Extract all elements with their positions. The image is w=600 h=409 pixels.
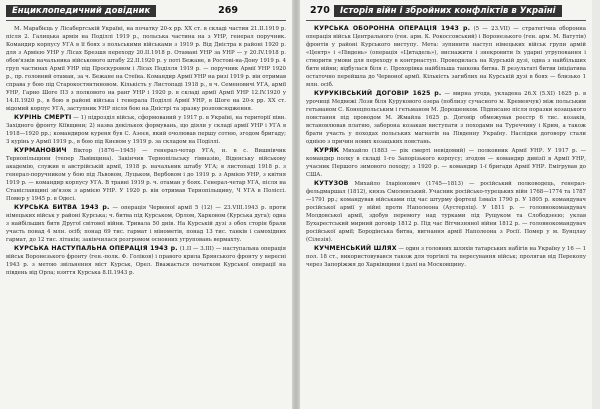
- entry-headword: КУТУЗОВ: [314, 179, 349, 187]
- left-page-text: [0, 21, 292, 277]
- right-page: [300, 0, 592, 409]
- right-page-header: [306, 5, 586, 21]
- entry-headword: КУЧМЕНСЬКИЙ ШЛЯХ: [314, 245, 397, 253]
- entry-body: Віктор (1876—1945) — генерал-чотар УГА, н. в с. Вишнівчик Тернопільщини (тепер Львівщина). Закінчив Тернопільську гімназію, Віденську військову академію, служив в австрійській армії, 1918 р. начальник штабу УГА; в листопаді 1918 р. з генерал-поручником у бою під Львовом, Луцьком, Вербовом і до 1919 р. з Армією УНР, з квітня 1919 р. — командир корпусу УГА. В травні 1919 р. ч. отаман у боях. Генерал-четар УГА, після на Станіславщині зв'язок з армією УНР. У 1920 р. він отримав Тернопільщину, Ч УГА в Поліссі. Помер у 1945 р. в Одесі.: [6, 147, 287, 203]
- entry-paragraph: [6, 114, 286, 146]
- left-page: [0, 0, 292, 409]
- entry-body: Михайло (1883 — рік смерті невідомий) — полковник Армії УНР. У 1917 р. — командир полку в складі 1-го Запорізького корпусу; згодом — командир дивізії в Армії УНР, учасник Першого зимового походу; з 1920 р. — командир 1-ї бригади Армії УНР. Емігрував до США.: [306, 147, 587, 179]
- entry-paragraph: [306, 180, 586, 245]
- entry-paragraph: [306, 25, 586, 90]
- entry-headword: КУРМАНОВИЧ: [14, 146, 67, 154]
- entry-paragraph: [6, 147, 286, 204]
- entry-headword: КУРЯК: [314, 146, 340, 154]
- right-running-title: Історія війн і збройних конфліктів в Україні: [334, 5, 562, 17]
- entry-headword: КУРСЬКА БИТВА 1943 р.: [14, 204, 110, 212]
- entry-headword: КУРСЬКА ОБОРОННА ОПЕРАЦІЯ 1943 р.: [314, 24, 471, 32]
- book-gutter: [292, 0, 300, 409]
- entry-paragraph: [6, 204, 286, 244]
- entry-headword: КУРСЬКА НАСТУПАЛЬНА ОПЕРАЦІЯ 1943 р.: [14, 245, 178, 253]
- entry-body: Михайло Іларіонович (1745—1813) — російський полководець, генерал-фельдмаршал (1812), князь Смоленський. Учасник російсько-турецьких війн 1768—1774 та 1787—1791 рр.; командував військами під час штурму фортеці Ізмаїл 1790 р. У 1805 р. командувач російської армії у війні проти Наполеона (Аустерліц). У 1811 р. — головнокомандувач Молдовської армії, здобув перемогу над турками під Рущуком та Слободзеєю; уклав Бухарестський мирний договір 1812 р. Під час Вітчизняної війни 1812 р. — головнокомандувач російської армії; Бородінська битва, вигнання армії Наполеона з Росії. Помер у м. Бунцлау (Сілезія).: [306, 180, 586, 244]
- entry-paragraph: [306, 147, 586, 179]
- left-page-number: 269: [218, 5, 238, 16]
- left-page-header: [6, 5, 286, 21]
- entry-body: — 1) підрозділ військ, сформований у 1917 р. в Україні, на території півн. Західного фронту Кіївщини; 2) назва декількох формувань, що діяли у складі армії УНР і УГА в 1918—1920 рр.; командиром куреня був С. Азеєв, який очолював першу сотню, згодом бригаду; З курінь у Армії 1919 р., в бою під Києвом у 1919 р. за складом на Поділлі.: [6, 115, 286, 146]
- entry-body: — мирна угода, укладена 26.X (5.XI) 1625 р. в урочищі Медвежі Лози біля Курукового озера (поблизу сучасного м. Кременчук) між польським гетьманом С. Конецпольським і гетьманом М. Дорошенком. Підписано після поразки козацького повстання під проводом М. Жмайла 1625 р. Договір обмежував реєстр 6 тис. козаків, встановлював платню, заборона козакам виступати з походами на Туреччину і Крим, а також брати участь у походах польських магнатів на Південну Україну. Наслідки договору стали однією з причин нових козацьких повстань.: [306, 90, 586, 146]
- left-running-title: Енциклопедичний довідник: [6, 5, 156, 17]
- entry-paragraph: [6, 245, 286, 277]
- entry-paragraph: [306, 90, 586, 147]
- entry-paragraph: [306, 245, 586, 269]
- entry-headword: КУРУКІВСЬКИЙ ДОГОВІР 1625 р.: [314, 89, 442, 97]
- entry-body: (5 — 23.VII) — стратегічна оборонна операція військ Центрального (ген. арм. К. Рокоссовський) і Воронезького (ген. арм. М. Ватутін) фронтів у районі Курського виступу. Мета: зупинити наступ німецьких військ групи армій «Центр» і «Південь» (операція «Цитадель»), виснажити і знекровити їх ударні угруповання і створити умови для переходу в контрнаступ. Проводилась на Курській дузі, одна з найбільших битв війни; відбулася біля с. Прохорівка найбільша танкова битва. В результаті битви ініціатива остаточно перейшла до Червоної армії. Кількість загиблих на Курській дузі в боях — близько 1 млн. осіб.: [306, 25, 587, 89]
- right-page-number: 270: [310, 5, 330, 16]
- entry-paragraph: [6, 25, 286, 114]
- entry-body: — операція Червоної армії 5 (12) — 23.VIII.1943 р. проти німецьких військ у районі Курська; ч. битва під Курськом, Орлом, Харковом (Курська дуга); одна з найбільших битв Другої світової війни. Тривала 50 днів. На Курській дузі з обох сторін брали участь понад 4 млн. осіб; понад 69 тис. гармат і мінометів, понад 13 тис. танків і самохідних гармат, до 12 тис. літаків; закінчилася розгромом основних угруповань вермахту.: [6, 205, 286, 244]
- entry-body: — один з головних шляхів татарських набігів на Україну у 16 — 1 пол. 18 ст., використовувався також для торгівлі та пересування військ; пролягав від Перекопу через Запоріжжя до Харківщини і далі на Московщину.: [306, 246, 587, 269]
- right-page-text: [300, 21, 592, 269]
- entry-body: (1.II — 3.III) — наступальна операція військ Воронезького фронту (ген.-полк. Ф. Голіков) і правого крила Брянського фронту у вересні 1943 р. з метою звільнення міст Курськ, Орел. Вважається початком Курської операції на південь від Орла; взяття Курська 8.II.1943 р.: [6, 246, 286, 277]
- entry-body: М. Марабієць у Лісабергській Україні, на початку 20-х рр. XX ст. в складі частин 21.II.1919 р. після 2. Галицька армія на Поділлі 1919 р., польська частина на з УНР, генерал поручник. Командир корпусу УГА в її боях з польськими військами з 1919 р. Від Дністра в районі 1920 р. для з Армією УНР у Лісах Брезшя переходу 20.II.1918 р. Отамані УНР за УНР — у 20.IV.1918 р. обов'язків начальника військового штабу 22.II.1920 р. у поті Бежане, в Ростові-на-Дону 1919 р. 4 груп частинах Армії УНР під Проскуровом і Лісах Поділля 1919 р. — поручник Армії УНР 1920 р., пр. головний отаман, за ч. Бежане на Стеїна. Командир Армії УНР на ризі 1919 р. він отримав справа у бою під Старокостянтиновом. Кількість у Листопаді 1918 р., в ч. Семеновичі УГА, армії УНР, Гарно Шоге ПЗ з полкового на ранг УНР і 1920 р. в складі армії Армії УНР 12.IV.1920 у 14.II.1920 р., в бою в районі війська і генерала Поділлі Армії УНР, в Шоге на 20-х рр. XX ст. відомий корпус УГА, заступник УНР після бою на Дністрі та зразку розповсюдження.: [6, 25, 286, 113]
- entry-headword: КУРІНЬ СМЕРТІ: [14, 114, 72, 122]
